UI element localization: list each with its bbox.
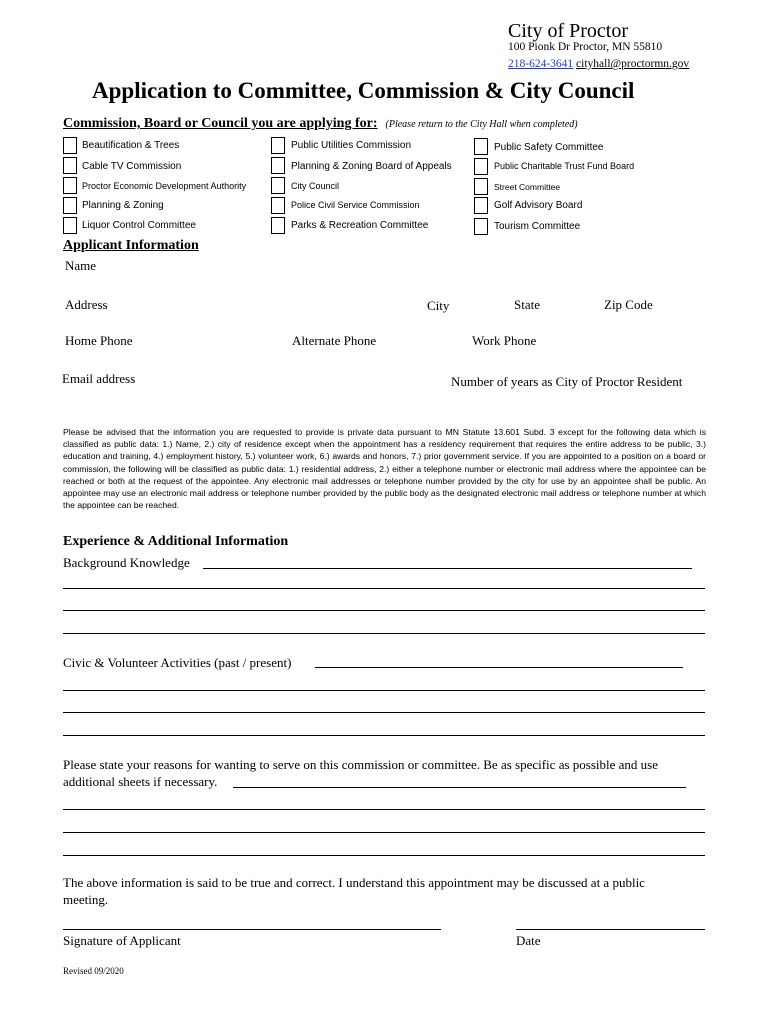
home-phone-label: Home Phone [65,333,133,348]
commission-note: (Please return to the City Hall when completed) [385,119,578,130]
checkbox-public-utilities[interactable] [271,137,285,154]
option-label: Police Civil Service Commission [291,200,420,210]
phone-link[interactable]: 218-624-3641 [508,58,574,70]
commission-heading-row [63,114,578,132]
page-title: Application to Committee, Commission & City Council [92,78,635,103]
option-label: Beautification & Trees [82,140,180,151]
city-address: 100 Pionk Dr Proctor, MN 55810 [508,41,663,53]
address-field-label: Address [65,297,108,312]
alt-phone-label: Alternate Phone [292,333,377,348]
checkbox-public-safety[interactable] [474,138,488,155]
civic-line[interactable] [63,690,705,691]
option-label: City Council [291,181,340,191]
signature-line[interactable] [63,929,441,930]
city-field-label: City [427,298,450,313]
zip-field-label: Zip Code [604,297,653,312]
checkbox-police-civil-service[interactable] [271,197,285,214]
background-line[interactable] [63,610,705,611]
checkbox-city-council[interactable] [271,177,285,194]
email-field-label: Email address [62,371,136,386]
checkbox-liquor-control[interactable] [63,217,77,234]
applicant-heading: Applicant Information [63,238,199,253]
reasons-label-line2: additional sheets if necessary. [63,774,218,789]
civic-activities-label: Civic & Volunteer Activities (past / present) [63,655,292,670]
option-label: Planning & Zoning Board of Appeals [291,161,452,172]
reasons-line[interactable] [63,832,705,833]
civic-line[interactable] [63,735,705,736]
email-link[interactable]: cityhall@proctormn.gov [576,58,690,70]
certification-line1: The above information is said to be true and correct. I understand this appointment may be discussed at a public [63,875,645,890]
option-label: Liquor Control Committee [82,220,196,231]
checkbox-tourism[interactable] [474,218,488,235]
reasons-line[interactable] [63,855,705,856]
name-field-label: Name [65,258,97,273]
checkbox-charitable-trust[interactable] [474,158,488,175]
checkbox-eda[interactable] [63,177,77,194]
option-label: Public Safety Committee [494,142,604,153]
option-label: Street Committee [494,182,561,192]
option-label: Public Utilities Commission [291,140,412,151]
revision-note: Revised 09/2020 [63,966,124,976]
background-line[interactable] [63,633,705,634]
city-name: City of Proctor [508,20,628,42]
privacy-notice: Please be advised that the information you are requested to provide is private data pursuant to MN Statute 13.601 Subd. 3 except for the following data which is classified as public data: 1.) Name, 2.) city of residence except when the appointment has a residency requirement that requires the entire address to be public, 3.) education and training, 4.) employment history, 5.) volunteer work, 6.) awards and honors, 7.) prior government service. If you are appointed to a position on a board or commission, the following will be classified as public data: 1.) residential address, 2.) either a telephone number or electronic mail address where the appointee can be reached or both at the request of the appointee. Any electronic mail addresses or telephone number provided by the city for use by an appointee shall be public. An appointee may use an electronic mail address or telephone number provided by the public body as the designated electronic mail address or telephone number at which the appointee can be reached. [63,427,706,511]
checkbox-planning-zoning[interactable] [63,197,77,214]
signature-label: Signature of Applicant [63,933,181,948]
checkbox-pz-board-of-appeals[interactable] [271,157,285,174]
option-label: Tourism Committee [494,221,581,232]
checkbox-golf-advisory[interactable] [474,197,488,214]
option-label: Cable TV Commission [82,161,182,172]
date-label: Date [516,933,541,948]
work-phone-label: Work Phone [472,333,537,348]
option-label: Public Charitable Trust Fund Board [494,161,635,171]
option-label: Parks & Recreation Committee [291,220,429,231]
checkbox-cable-tv[interactable] [63,157,77,174]
civic-line[interactable] [63,712,705,713]
checkbox-parks-recreation[interactable] [271,217,285,234]
option-label: Planning & Zoning [82,200,164,211]
reasons-line[interactable] [233,787,686,788]
contact-line [508,58,689,70]
date-line[interactable] [516,929,705,930]
experience-heading: Experience & Additional Information [63,534,289,549]
background-line[interactable] [63,588,705,589]
option-label: Proctor Economic Development Authority [82,181,247,191]
reasons-label-line1: Please state your reasons for wanting to serve on this commission or committee. Be as specific as possible and use [63,757,658,772]
checkbox-beautification[interactable] [63,137,77,154]
background-line[interactable] [203,568,692,569]
state-field-label: State [514,297,540,312]
civic-line[interactable] [315,667,683,668]
checkbox-street-committee[interactable] [474,178,488,195]
reasons-line[interactable] [63,809,705,810]
option-label: Golf Advisory Board [494,200,583,211]
commission-heading: Commission, Board or Council you are applying for: [63,116,378,131]
background-knowledge-label: Background Knowledge [63,555,190,570]
years-resident-label: Number of years as City of Proctor Resident [451,374,683,389]
certification-line2: meeting. [63,892,109,907]
